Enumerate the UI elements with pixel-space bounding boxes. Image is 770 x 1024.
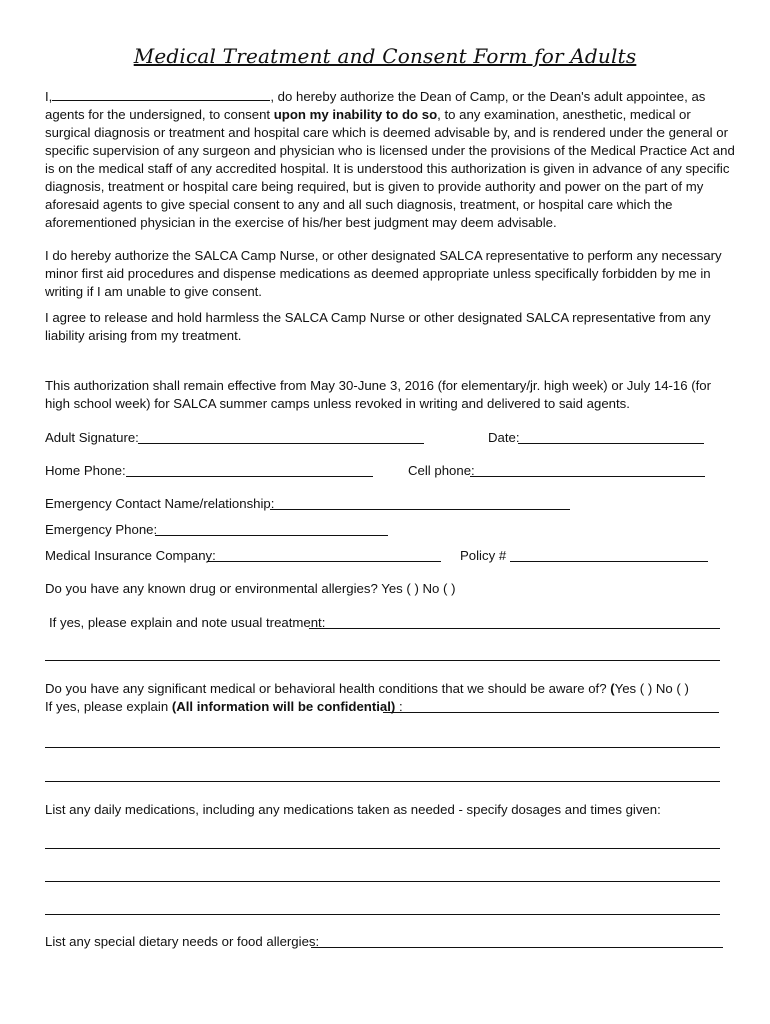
conditions-explain-line-2[interactable] bbox=[45, 747, 720, 748]
authorization-paragraph: I, , do hereby authorize the Dean of Camp, or the Dean's adult appointee, as agents for the undersigned, to consent upon my inability to do so, to any examination, anesthetic, medical or surgical diagnosis or treatment and hospital care which is deemed advisable by, and is rendered under the general or specific supervision of any surgeon and physician who is licensed under the provisions of the Medical Practice Act and is on the medical staff of any accredited hospital. It is understood this authorization is given in advance of any specific diagnosis, treatment or hospital care being required, but is given to provide authority and power on the part of my aforesaid agents to give special consent to any and all such diagnosis, treatment, or hospital care which the aforementioned physician in the exercise of his/her best judgment may deem advisable. bbox=[45, 89, 735, 230]
inability-emphasis: upon my inability to do so bbox=[273, 107, 438, 122]
insurance-company-label: Medical Insurance Company: bbox=[45, 548, 216, 563]
medications-label: List any daily medications, including any medications taken as needed - specify dosages and times given: bbox=[45, 802, 661, 817]
policy-number-field[interactable] bbox=[510, 561, 708, 562]
emergency-contact-field[interactable] bbox=[270, 509, 570, 510]
allergies-question: Do you have any known drug or environmental allergies? Yes ( ) No ( ) bbox=[45, 581, 456, 596]
medications-line-2[interactable] bbox=[45, 881, 720, 882]
cell-phone-field[interactable] bbox=[470, 476, 705, 477]
effective-dates-paragraph: This authorization shall remain effective from May 30-June 3, 2016 (for elementary/jr. high week) or July 14-16 (for high school week) for SALCA summer camps unless revoked in writing and delivered to said agents. bbox=[45, 378, 712, 411]
home-phone-label: Home Phone: bbox=[45, 463, 126, 478]
date-label: Date: bbox=[488, 430, 520, 445]
emergency-contact-label: Emergency Contact Name/relationship: bbox=[45, 496, 275, 511]
name-blank[interactable] bbox=[52, 87, 270, 101]
medications-line-3[interactable] bbox=[45, 914, 720, 915]
insurance-company-field[interactable] bbox=[207, 561, 441, 562]
form-title: Medical Treatment and Consent Form for Adults bbox=[133, 44, 637, 68]
cell-phone-label: Cell phone: bbox=[408, 463, 475, 478]
lead-text: I, bbox=[45, 89, 53, 104]
emergency-phone-label: Emergency Phone: bbox=[45, 522, 158, 537]
allergies-explain-field[interactable] bbox=[309, 628, 720, 629]
release-paragraph: I agree to release and hold harmless the SALCA Camp Nurse or other designated SALCA representative from any liability arising from my treatment. bbox=[45, 310, 711, 343]
confidential-emphasis: (All information will be confidential) bbox=[171, 699, 396, 714]
medications-line-1[interactable] bbox=[45, 848, 720, 849]
first-aid-paragraph: I do hereby authorize the SALCA Camp Nurse, or other designated SALCA representative to perform any necessary minor first aid procedures and dispense medications as deemed appropriate unless specifically forbidden by me in writing if I am unable to give consent. bbox=[45, 248, 722, 299]
conditions-explain-label: If yes, please explain (All information will be confidential) : bbox=[45, 699, 403, 714]
emergency-phone-field[interactable] bbox=[155, 535, 388, 536]
conditions-question: Do you have any significant medical or behavioral health conditions that we should be aware of? (Yes ( ) No ( ) bbox=[45, 681, 689, 696]
adult-signature-label: Adult Signature: bbox=[45, 430, 139, 445]
dietary-needs-field[interactable] bbox=[311, 947, 723, 948]
allergies-explain-line-2[interactable] bbox=[45, 660, 720, 661]
date-field[interactable] bbox=[518, 443, 704, 444]
dietary-needs-label: List any special dietary needs or food allergies: bbox=[45, 934, 320, 949]
conditions-explain-line-3[interactable] bbox=[45, 781, 720, 782]
policy-number-label: Policy # bbox=[460, 548, 507, 563]
adult-signature-field[interactable] bbox=[138, 443, 424, 444]
allergies-explain-label: If yes, please explain and note usual treatment: bbox=[49, 615, 326, 630]
home-phone-field[interactable] bbox=[126, 476, 373, 477]
conditions-explain-field[interactable] bbox=[383, 712, 719, 713]
